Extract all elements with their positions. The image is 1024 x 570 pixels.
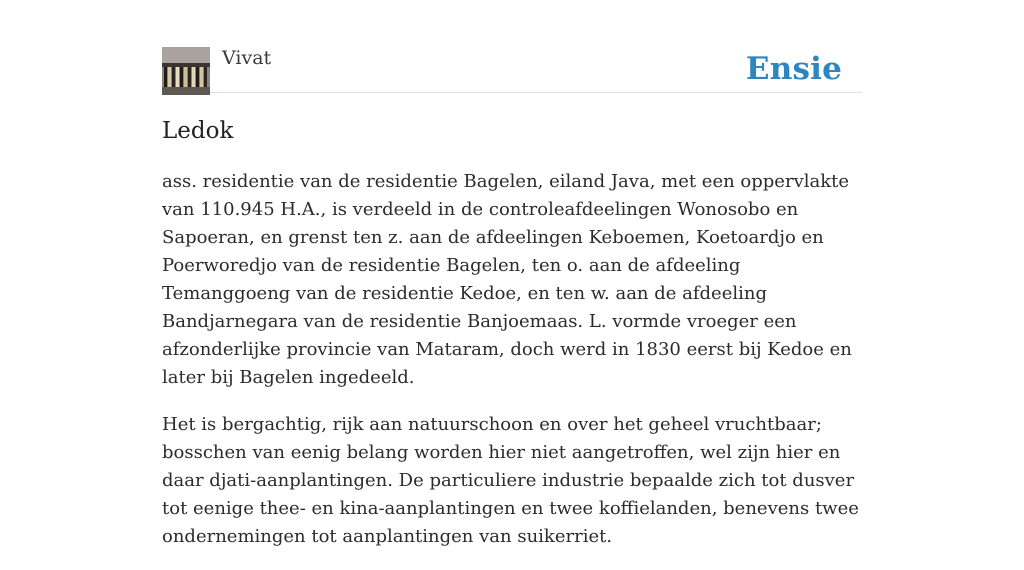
page-header [162,0,862,93]
article-paragraph: ass. residentie van de residentie Bagelen, eiland Java, met een oppervlakte van 110.945 H.A., is verdeeld in de controleafdeelingen Wonosobo en Sapoeran, en grenst ten z. aan de afdeelingen Keboemen, Koetoardjo en Poerworedjo van de residentie Bagelen, ten o. aan de afdeeling Temanggoeng van de residentie Kedoe, en ten w. aan de afdeeling Bandjarnegara van de residentie Banjoemaas. L. vormde vroeger een afzonderlijke provincie van Mataram, doch werd in 1830 eerst bij Kedoe en later bij Bagelen ingedeeld. [162,171,852,388]
bookshelf-avatar-icon[interactable] [162,47,210,95]
article-title: Ledok [162,118,234,144]
author-name[interactable]: Vivat [222,47,272,69]
article-paragraph: Het is bergachtig, rijk aan natuurschoon en over het geheel vruchtbaar; bosschen van eenig belang worden hier niet aangetroffen, wel zijn hier en daar djati-aanplantingen. De particuliere industrie bepaalde zich tot dusver tot eenige thee- en kina-aanplantingen en twee koffielanden, benevens twee ondernemingen tot aanplantingen van suikerriet. [162,414,859,547]
brand-logo[interactable]: Ensie [745,51,842,87]
article-page [162,0,862,547]
article-body [162,168,862,570]
